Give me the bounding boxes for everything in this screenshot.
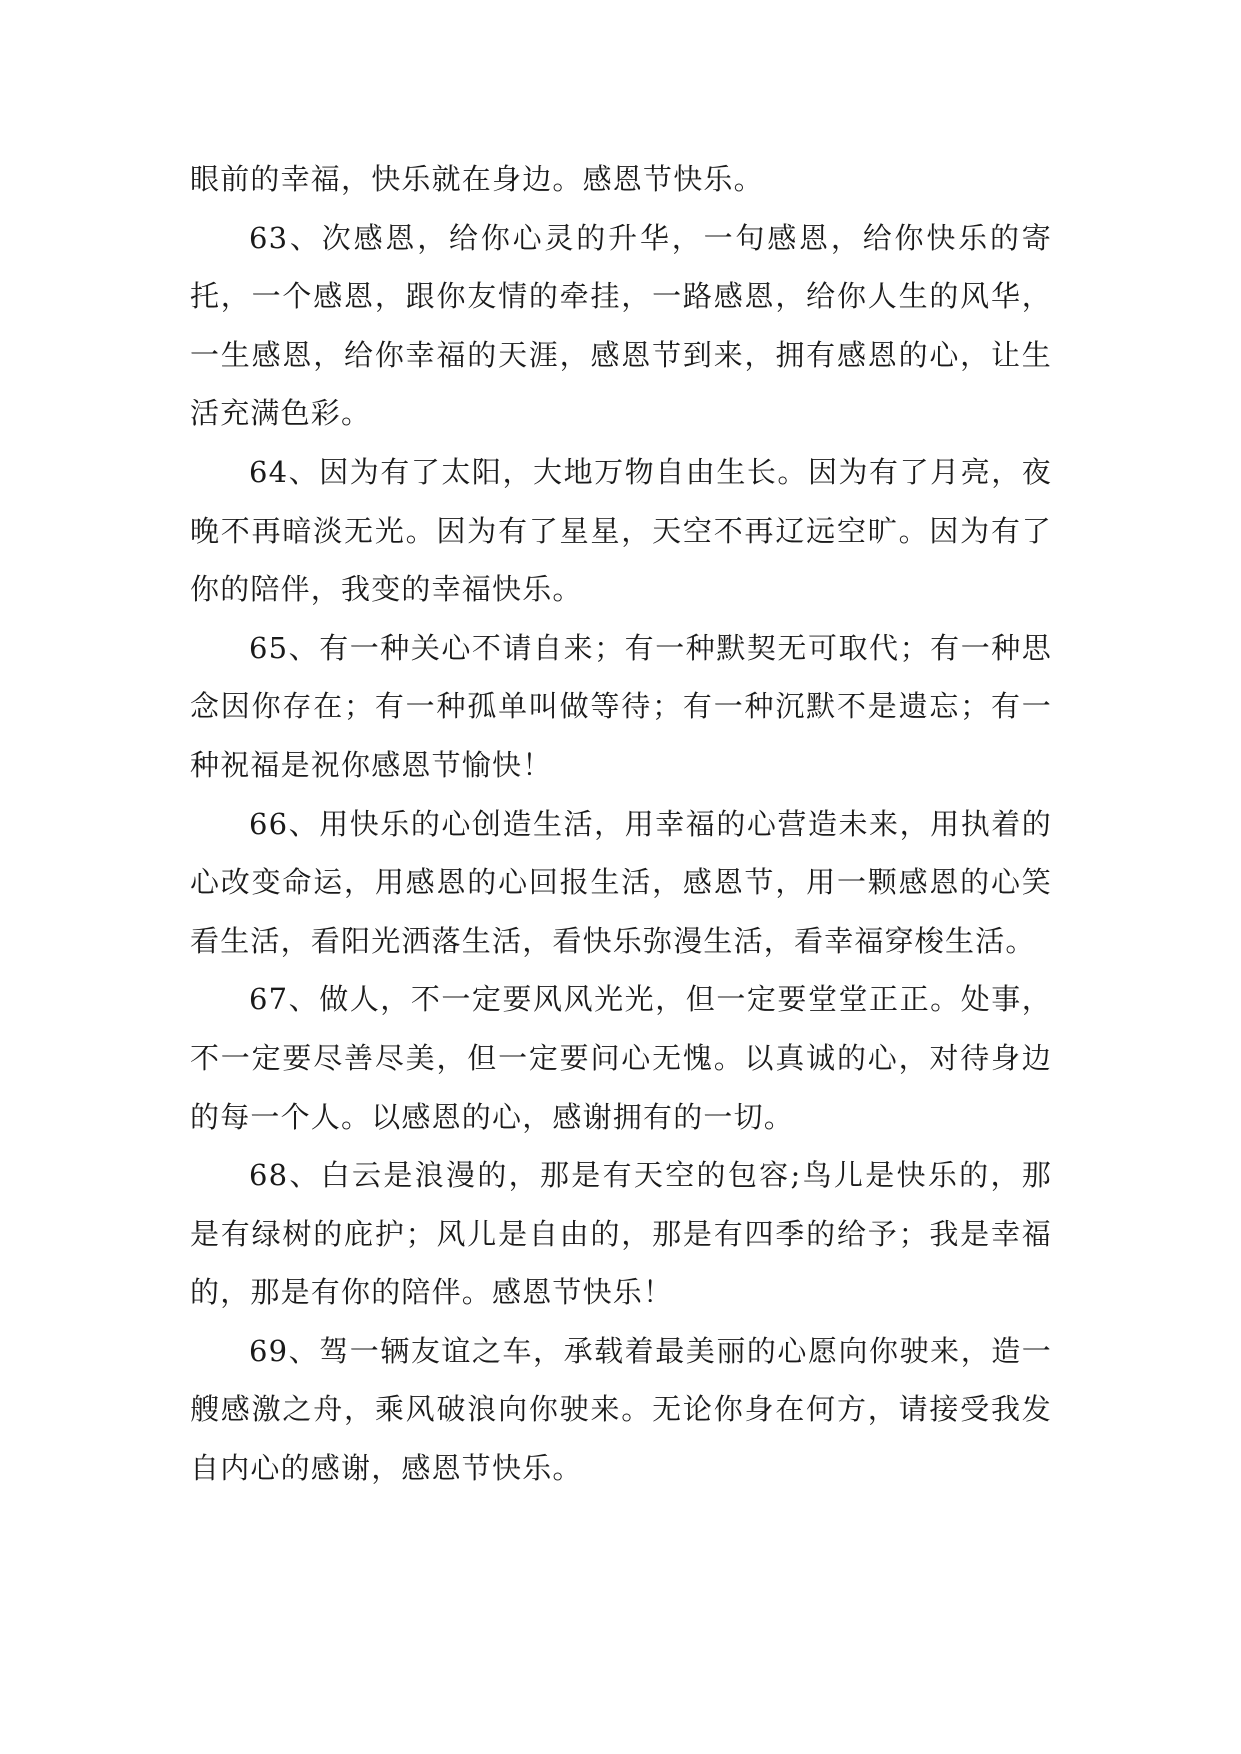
paragraph-64: 64、因为有了太阳，大地万物自由生长。因为有了月亮，夜晚不再暗淡无光。因为有了星星，天空不再辽远空旷。因为有了你的陪伴，我变的幸福快乐。	[190, 454, 1052, 607]
document-body	[190, 150, 1052, 1498]
paragraph-63: 63、次感恩，给你心灵的升华，一句感恩，给你快乐的寄托，一个感恩，跟你友情的牵挂，一路感恩，给你人生的风华，一生感恩，给你幸福的天涯，感恩节到来，拥有感恩的心，让生活充满色彩。	[190, 220, 1052, 431]
paragraph-68: 68、白云是浪漫的，那是有天空的包容;鸟儿是快乐的，那是有绿树的庇护；风儿是自由的，那是有四季的给予；我是幸福的，那是有你的陪伴。感恩节快乐！	[190, 1158, 1052, 1310]
paragraph-66: 66、用快乐的心创造生活，用幸福的心营造未来，用执着的心改变命运，用感恩的心回报生活，感恩节，用一颗感恩的心笑看生活，看阳光洒落生活，看快乐弥漫生活，看幸福穿梭生活。	[190, 806, 1052, 958]
paragraph-69: 69、驾一辆友谊之车，承载着最美丽的心愿向你驶来，造一艘感激之舟，乘风破浪向你驶来。无论你身在何方，请接受我发自内心的感谢，感恩节快乐。	[190, 1333, 1052, 1486]
paragraph-continuation: 眼前的幸福，快乐就在身边。感恩节快乐。	[190, 162, 764, 196]
paragraph-65: 65、有一种关心不请自来；有一种默契无可取代；有一种思念因你存在；有一种孤单叫做等待；有一种沉默不是遗忘；有一种祝福是祝你感恩节愉快！	[190, 630, 1052, 782]
paragraph-67: 67、做人，不一定要风风光光，但一定要堂堂正正。处事，不一定要尽善尽美，但一定要问心无愧。以真诚的心，对待身边的每一个人。以感恩的心，感谢拥有的一切。	[190, 982, 1052, 1134]
